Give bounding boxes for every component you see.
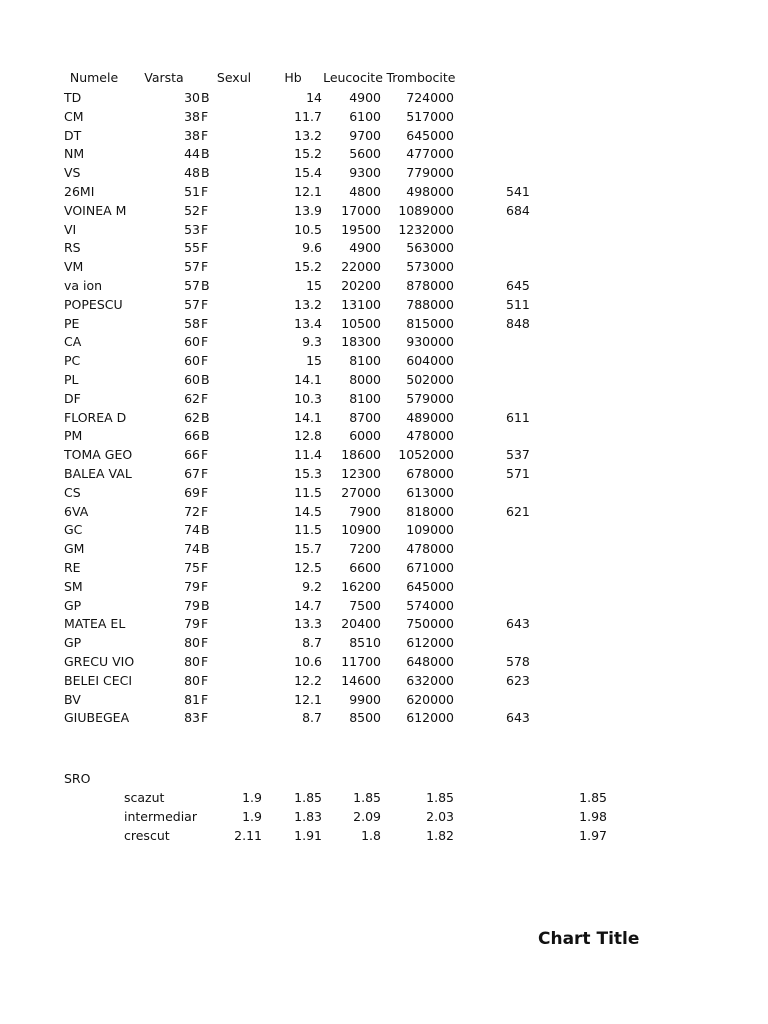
- cell-sexul: F: [201, 259, 209, 274]
- cell-trombocite: 1089000: [398, 203, 454, 218]
- cell-name: GP: [64, 635, 82, 650]
- cell-extra: [506, 372, 546, 388]
- cell-sexul: B: [201, 165, 210, 180]
- cell-extra: 621: [506, 504, 530, 519]
- cell-hb: 14.1: [294, 372, 322, 387]
- header-hb: Hb: [284, 70, 302, 85]
- cell-extra: [506, 635, 546, 651]
- cell-varsta: 38: [184, 128, 200, 143]
- cell-leucocite: 6000: [349, 428, 381, 443]
- header-trombocite: Trombocite: [386, 70, 456, 85]
- sro-value: 2.03: [426, 809, 454, 824]
- cell-name: VI: [64, 222, 77, 237]
- cell-name: NM: [64, 146, 85, 161]
- chart-title: Chart Title: [538, 929, 640, 949]
- cell-leucocite: 4900: [349, 240, 381, 255]
- cell-leucocite: 7900: [349, 504, 381, 519]
- cell-varsta: 80: [184, 635, 200, 650]
- cell-varsta: 75: [184, 560, 200, 575]
- cell-hb: 15.2: [294, 259, 322, 274]
- cell-name: MATEA EL: [64, 616, 126, 631]
- cell-leucocite: 18600: [341, 447, 381, 462]
- cell-leucocite: 13100: [341, 297, 381, 312]
- cell-varsta: 48: [184, 165, 200, 180]
- cell-sexul: F: [201, 447, 209, 462]
- cell-varsta: 62: [184, 391, 200, 406]
- cell-sexul: F: [201, 710, 209, 725]
- cell-extra: [506, 259, 546, 275]
- cell-name: BELEI CECI: [64, 673, 133, 688]
- cell-sexul: B: [201, 410, 210, 425]
- cell-extra: [506, 522, 546, 538]
- cell-leucocite: 8510: [349, 635, 381, 650]
- cell-leucocite: 7500: [349, 598, 381, 613]
- cell-extra: 611: [506, 410, 530, 425]
- cell-hb: 14.7: [294, 598, 322, 613]
- cell-sexul: F: [201, 203, 209, 218]
- cell-name: BALEA VAL: [64, 466, 132, 481]
- cell-name: GRECU VIO: [64, 654, 135, 669]
- cell-name: CS: [64, 485, 81, 500]
- cell-extra: 848: [506, 316, 530, 331]
- cell-varsta: 52: [184, 203, 200, 218]
- cell-extra: [506, 391, 546, 407]
- cell-sexul: B: [201, 372, 210, 387]
- cell-extra: 643: [506, 710, 530, 725]
- cell-varsta: 69: [184, 485, 200, 500]
- cell-hb: 10.3: [294, 391, 322, 406]
- cell-name: VOINEA M: [64, 203, 127, 218]
- cell-varsta: 79: [184, 616, 200, 631]
- cell-name: GP: [64, 598, 82, 613]
- cell-sexul: B: [201, 598, 210, 613]
- cell-varsta: 74: [184, 522, 200, 537]
- cell-name: PC: [64, 353, 81, 368]
- cell-hb: 10.6: [294, 654, 322, 669]
- cell-varsta: 66: [184, 447, 200, 462]
- cell-varsta: 62: [184, 410, 200, 425]
- cell-leucocite: 27000: [341, 485, 381, 500]
- cell-hb: 13.4: [294, 316, 322, 331]
- cell-extra: 541: [506, 184, 530, 199]
- cell-trombocite: 678000: [406, 466, 454, 481]
- cell-trombocite: 489000: [406, 410, 454, 425]
- cell-varsta: 81: [184, 692, 200, 707]
- cell-extra: 578: [506, 654, 530, 669]
- cell-leucocite: 8100: [349, 391, 381, 406]
- cell-hb: 14.1: [294, 410, 322, 425]
- cell-extra: [506, 90, 546, 106]
- cell-sexul: F: [201, 184, 209, 199]
- cell-trombocite: 779000: [406, 165, 454, 180]
- cell-varsta: 53: [184, 222, 200, 237]
- cell-name: FLOREA D: [64, 410, 127, 425]
- header-sexul: Sexul: [216, 70, 252, 85]
- cell-varsta: 72: [184, 504, 200, 519]
- cell-leucocite: 4900: [349, 90, 381, 105]
- cell-trombocite: 477000: [406, 146, 454, 161]
- cell-extra: 643: [506, 616, 530, 631]
- cell-trombocite: 724000: [406, 90, 454, 105]
- sro-value: 1.9: [242, 809, 262, 824]
- cell-leucocite: 4800: [349, 184, 381, 199]
- cell-extra: [506, 560, 546, 576]
- cell-trombocite: 645000: [406, 579, 454, 594]
- cell-sexul: F: [201, 297, 209, 312]
- cell-sexul: F: [201, 222, 209, 237]
- cell-varsta: 80: [184, 673, 200, 688]
- cell-varsta: 80: [184, 654, 200, 669]
- cell-name: 26MI: [64, 184, 95, 199]
- cell-trombocite: 612000: [406, 710, 454, 725]
- cell-trombocite: 818000: [406, 504, 454, 519]
- cell-extra: [506, 146, 546, 162]
- cell-sexul: F: [201, 579, 209, 594]
- cell-hb: 12.8: [294, 428, 322, 443]
- cell-varsta: 60: [184, 334, 200, 349]
- cell-trombocite: 878000: [406, 278, 454, 293]
- cell-name: va ion: [64, 278, 103, 293]
- cell-extra: [506, 165, 546, 181]
- sro-value: 2.09: [353, 809, 381, 824]
- cell-name: BV: [64, 692, 81, 707]
- cell-trombocite: 517000: [406, 109, 454, 124]
- cell-hb: 12.1: [294, 184, 322, 199]
- cell-trombocite: 788000: [406, 297, 454, 312]
- sro-value: 1.83: [294, 809, 322, 824]
- cell-varsta: 66: [184, 428, 200, 443]
- cell-sexul: F: [201, 353, 209, 368]
- cell-varsta: 74: [184, 541, 200, 556]
- sro-value: 1.98: [579, 809, 607, 824]
- cell-trombocite: 563000: [406, 240, 454, 255]
- cell-trombocite: 604000: [406, 353, 454, 368]
- cell-hb: 8.7: [302, 710, 322, 725]
- cell-name: TD: [64, 90, 82, 105]
- cell-trombocite: 671000: [406, 560, 454, 575]
- sro-value: 1.9: [242, 790, 262, 805]
- cell-varsta: 79: [184, 598, 200, 613]
- cell-extra: [506, 128, 546, 144]
- cell-hb: 13.9: [294, 203, 322, 218]
- cell-extra: [506, 692, 546, 708]
- cell-hb: 11.5: [294, 522, 322, 537]
- cell-leucocite: 9300: [349, 165, 381, 180]
- cell-varsta: 58: [184, 316, 200, 331]
- cell-trombocite: 613000: [406, 485, 454, 500]
- header-leucocite: Leucocite: [323, 70, 383, 85]
- cell-trombocite: 579000: [406, 391, 454, 406]
- cell-trombocite: 648000: [406, 654, 454, 669]
- cell-trombocite: 815000: [406, 316, 454, 331]
- cell-name: GIUBEGEA: [64, 710, 130, 725]
- cell-sexul: B: [201, 90, 210, 105]
- cell-sexul: F: [201, 560, 209, 575]
- cell-sexul: F: [201, 485, 209, 500]
- cell-sexul: F: [201, 109, 209, 124]
- cell-trombocite: 612000: [406, 635, 454, 650]
- cell-hb: 14: [306, 90, 322, 105]
- cell-trombocite: 502000: [406, 372, 454, 387]
- cell-extra: [506, 428, 546, 444]
- cell-extra: 537: [506, 447, 530, 462]
- cell-sexul: F: [201, 334, 209, 349]
- sro-value: 1.91: [294, 828, 322, 843]
- cell-leucocite: 12300: [341, 466, 381, 481]
- cell-extra: [506, 541, 546, 557]
- cell-leucocite: 5600: [349, 146, 381, 161]
- cell-sexul: F: [201, 635, 209, 650]
- cell-leucocite: 20200: [341, 278, 381, 293]
- cell-sexul: F: [201, 692, 209, 707]
- cell-sexul: F: [201, 128, 209, 143]
- cell-sexul: F: [201, 616, 209, 631]
- cell-hb: 9.6: [302, 240, 322, 255]
- cell-extra: [506, 222, 546, 238]
- cell-leucocite: 9900: [349, 692, 381, 707]
- cell-extra: 511: [506, 297, 530, 312]
- cell-extra: [506, 579, 546, 595]
- cell-hb: 10.5: [294, 222, 322, 237]
- cell-sexul: F: [201, 654, 209, 669]
- cell-name: VS: [64, 165, 81, 180]
- cell-leucocite: 18300: [341, 334, 381, 349]
- cell-sexul: B: [201, 522, 210, 537]
- sro-value: 1.97: [579, 828, 607, 843]
- cell-leucocite: 10900: [341, 522, 381, 537]
- cell-name: GM: [64, 541, 85, 556]
- header-numele: Numele: [69, 70, 119, 85]
- cell-sexul: B: [201, 541, 210, 556]
- cell-varsta: 57: [184, 259, 200, 274]
- cell-trombocite: 109000: [406, 522, 454, 537]
- cell-name: CA: [64, 334, 82, 349]
- cell-hb: 12.1: [294, 692, 322, 707]
- header-varsta: Varsta: [144, 70, 184, 85]
- cell-hb: 12.2: [294, 673, 322, 688]
- cell-varsta: 38: [184, 109, 200, 124]
- cell-hb: 11.4: [294, 447, 322, 462]
- cell-extra: [506, 240, 546, 256]
- cell-hb: 11.5: [294, 485, 322, 500]
- cell-name: RS: [64, 240, 81, 255]
- cell-sexul: B: [201, 428, 210, 443]
- cell-trombocite: 632000: [406, 673, 454, 688]
- cell-hb: 12.5: [294, 560, 322, 575]
- sro-value: 1.82: [426, 828, 454, 843]
- cell-trombocite: 478000: [406, 541, 454, 556]
- cell-leucocite: 8100: [349, 353, 381, 368]
- cell-varsta: 60: [184, 372, 200, 387]
- cell-trombocite: 1052000: [398, 447, 454, 462]
- cell-leucocite: 10500: [341, 316, 381, 331]
- sro-label: intermediar: [124, 809, 197, 824]
- cell-hb: 15: [306, 353, 322, 368]
- cell-hb: 15.2: [294, 146, 322, 161]
- cell-hb: 15: [306, 278, 322, 293]
- sro-value: 1.85: [353, 790, 381, 805]
- cell-name: PM: [64, 428, 83, 443]
- cell-name: 6VA: [64, 504, 89, 519]
- cell-varsta: 83: [184, 710, 200, 725]
- cell-extra: 623: [506, 673, 530, 688]
- cell-name: TOMA GEO: [64, 447, 133, 462]
- cell-varsta: 44: [184, 146, 200, 161]
- cell-leucocite: 8000: [349, 372, 381, 387]
- sro-value: 2.11: [234, 828, 262, 843]
- cell-leucocite: 6100: [349, 109, 381, 124]
- cell-trombocite: 620000: [406, 692, 454, 707]
- sro-value: 1.85: [426, 790, 454, 805]
- cell-name: DT: [64, 128, 82, 143]
- cell-name: PL: [64, 372, 79, 387]
- cell-varsta: 67: [184, 466, 200, 481]
- cell-leucocite: 19500: [341, 222, 381, 237]
- cell-sexul: F: [201, 316, 209, 331]
- cell-leucocite: 6600: [349, 560, 381, 575]
- cell-name: GC: [64, 522, 83, 537]
- cell-sexul: F: [201, 673, 209, 688]
- sro-title: SRO: [64, 771, 91, 786]
- cell-trombocite: 645000: [406, 128, 454, 143]
- sro-value: 1.85: [294, 790, 322, 805]
- cell-extra: [506, 353, 546, 369]
- cell-hb: 13.3: [294, 616, 322, 631]
- cell-sexul: F: [201, 466, 209, 481]
- cell-hb: 13.2: [294, 128, 322, 143]
- cell-varsta: 30: [184, 90, 200, 105]
- cell-sexul: B: [201, 146, 210, 161]
- cell-extra: [506, 109, 546, 125]
- cell-name: CM: [64, 109, 84, 124]
- cell-leucocite: 8700: [349, 410, 381, 425]
- cell-leucocite: 7200: [349, 541, 381, 556]
- cell-hb: 15.4: [294, 165, 322, 180]
- cell-varsta: 57: [184, 278, 200, 293]
- cell-sexul: B: [201, 278, 210, 293]
- cell-extra: [506, 485, 546, 501]
- cell-hb: 15.7: [294, 541, 322, 556]
- cell-hb: 15.3: [294, 466, 322, 481]
- cell-leucocite: 16200: [341, 579, 381, 594]
- cell-name: SM: [64, 579, 83, 594]
- cell-name: VM: [64, 259, 84, 274]
- cell-trombocite: 478000: [406, 428, 454, 443]
- cell-name: RE: [64, 560, 81, 575]
- cell-leucocite: 8500: [349, 710, 381, 725]
- cell-leucocite: 17000: [341, 203, 381, 218]
- cell-trombocite: 930000: [406, 334, 454, 349]
- cell-hb: 11.7: [294, 109, 322, 124]
- cell-hb: 13.2: [294, 297, 322, 312]
- sro-label: crescut: [124, 828, 170, 843]
- cell-trombocite: 573000: [406, 259, 454, 274]
- cell-trombocite: 750000: [406, 616, 454, 631]
- cell-trombocite: 498000: [406, 184, 454, 199]
- cell-name: DF: [64, 391, 81, 406]
- cell-leucocite: 20400: [341, 616, 381, 631]
- cell-sexul: F: [201, 391, 209, 406]
- cell-hb: 9.2: [302, 579, 322, 594]
- sro-value: 1.8: [361, 828, 381, 843]
- cell-extra: 645: [506, 278, 530, 293]
- cell-sexul: F: [201, 240, 209, 255]
- cell-trombocite: 574000: [406, 598, 454, 613]
- cell-leucocite: 22000: [341, 259, 381, 274]
- cell-varsta: 60: [184, 353, 200, 368]
- sro-value: 1.85: [579, 790, 607, 805]
- cell-varsta: 79: [184, 579, 200, 594]
- cell-name: PE: [64, 316, 80, 331]
- cell-extra: [506, 334, 546, 350]
- cell-hb: 9.3: [302, 334, 322, 349]
- cell-extra: 684: [506, 203, 530, 218]
- cell-leucocite: 9700: [349, 128, 381, 143]
- cell-name: POPESCU: [64, 297, 123, 312]
- cell-extra: 571: [506, 466, 530, 481]
- cell-hb: 8.7: [302, 635, 322, 650]
- cell-varsta: 57: [184, 297, 200, 312]
- cell-extra: [506, 598, 546, 614]
- cell-varsta: 51: [184, 184, 200, 199]
- cell-hb: 14.5: [294, 504, 322, 519]
- cell-leucocite: 14600: [341, 673, 381, 688]
- sro-label: scazut: [124, 790, 165, 805]
- cell-sexul: F: [201, 504, 209, 519]
- cell-leucocite: 11700: [341, 654, 381, 669]
- cell-varsta: 55: [184, 240, 200, 255]
- cell-trombocite: 1232000: [398, 222, 454, 237]
